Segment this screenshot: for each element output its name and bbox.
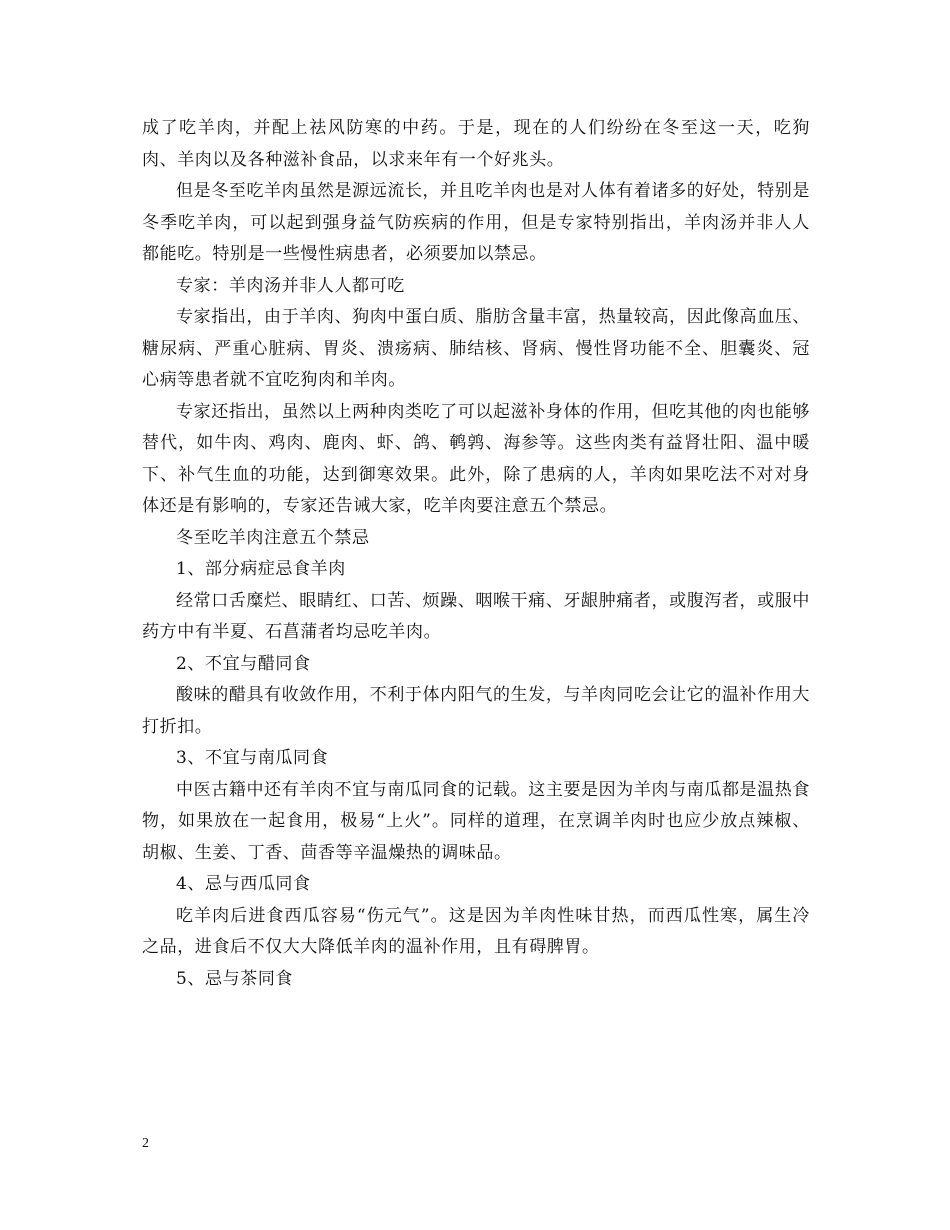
taboo-text-2: 酸味的醋具有收敛作用，不利于体内阳气的生发，与羊肉同吃会让它的温补作用大打折扣。 (142, 685, 810, 737)
taboo-heading-2: 2、不宜与醋同食 (176, 653, 311, 674)
paragraph-3: 专家指出，由于羊肉、狗肉中蛋白质、脂肪含量丰富，热量较高，因此像高血压、糖尿病、严重心脏病、胃炎、溃疡病、肺结核、肾病、慢性肾功能不全、胆囊炎、冠心病等患者就不宜吃狗肉和羊肉。 (142, 307, 810, 390)
taboo-heading-4: 4、忌与西瓜同食 (176, 874, 311, 894)
section-heading-five-taboos: 冬至吃羊肉注意五个禁忌 (176, 527, 370, 548)
taboo-text-4: 吃羊肉后进食西瓜容易“伤元气”。这是因为羊肉性味甘热，而西瓜性寒，属生冷之品，进食后不仅大大降低羊肉的温补作用，且有碍脾胃。 (142, 905, 810, 957)
section-heading-expert: 专家：羊肉汤并非人人都可吃 (176, 275, 405, 296)
paragraph-4: 专家还指出，虽然以上两种肉类吃了可以起滋补身体的作用，但吃其他的肉也能够替代，如牛肉、鸡肉、鹿肉、虾、鸽、鹌鹑、海参等。这些肉类有益肾壮阳、温中暖下、补气生血的功能，达到御寒效果。此外，除了患病的人，羊肉如果吃法不对对身体还是有影响的，专家还告诫大家，吃羊肉要注意五个禁忌。 (142, 401, 810, 516)
taboo-text-3: 中医古籍中还有羊肉不宜与南瓜同食的记载。这主要是因为羊肉与南瓜都是温热食物，如果放在一起食用，极易“上火”。同样的道理，在烹调羊肉时也应少放点辣椒、胡椒、生姜、丁香、茴香等辛温燥热的调味品。 (142, 779, 810, 863)
document-body (142, 113, 810, 995)
paragraph-2: 但是冬至吃羊肉虽然是源远流长，并且吃羊肉也是对人体有着诸多的好处，特别是冬季吃羊肉，可以起到强身益气防疾病的作用，但是专家特别指出，羊肉汤并非人人都能吃。特别是一些慢性病患者，必须要加以禁忌。 (142, 181, 810, 264)
taboo-heading-5: 5、忌与茶同食 (176, 968, 294, 989)
taboo-text-1: 经常口舌糜烂、眼睛红、口苦、烦躁、咽喉干痛、牙龈肿痛者，或腹泻者，或服中药方中有半夏、石菖蒲者均忌吃羊肉。 (142, 590, 810, 642)
taboo-heading-3: 3、不宜与南瓜同食 (176, 748, 329, 768)
taboo-heading-1: 1、部分病症忌食羊肉 (176, 559, 346, 579)
paragraph-1: 成了吃羊肉，并配上祛风防寒的中药。于是，现在的人们纷纷在冬至这一天，吃狗肉、羊肉以及各种滋补食品，以求来年有一个好兆头。 (142, 118, 810, 170)
page-number: 2 (142, 1136, 149, 1151)
